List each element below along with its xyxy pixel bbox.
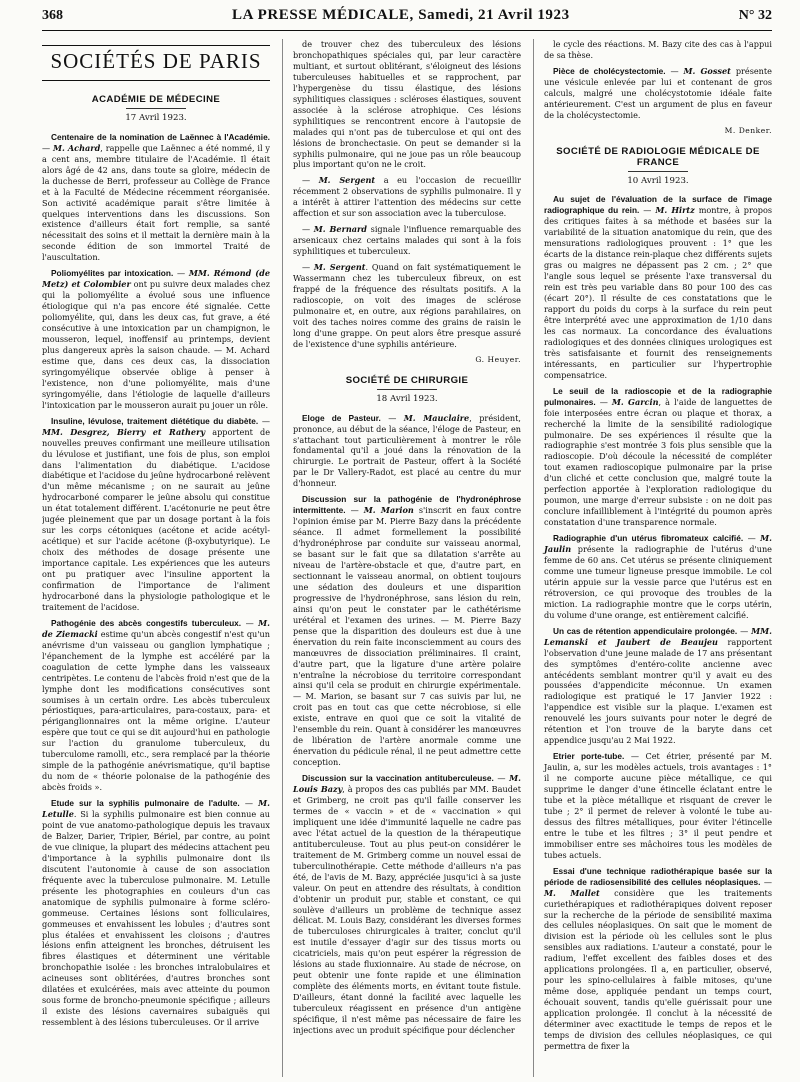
article-text: présente une vésicule enlevée par lui et contenant de gros calculs, malgré une cholécystotomie idéale faite antérieurement. C'est un argument de plus en faveur de la cholécystectomie. xyxy=(544,65,772,120)
article-entry: Discussion sur la vaccination antituberculeuse. — M. Louis Bazy, à propos des cas publiés par MM. Baudet et Grimberg, ne croit pas qu'il faille conserver les termes de « vaccin » et de « vaccination » qui impliquent une idée d'immunité laquelle ne cadre pas avec l'état actuel de la question de la thérapeutique antituberculeuse. Tout au plus peut-on considérer le traitement de M. Grimberg comme un nouvel essai de tuberculinothérapie. Cette méthode d'ailleurs n'a pas été, de l'avis de M. Bazy, appréciée jusqu'ici à sa juste valeur. On peut en attendre des résultats, à condition d'obtenir un produit pur, stable et constant, ce qui soulève d'ailleurs un problème de technique assez délicat. M. Louis Bazy, considérant les diverses formes de tuberculoses chirurgicales à traiter, conclut qu'il est inutile d'essayer d'agir sur des tissus morts ou cicatriciels, mais qu'on peut espérer la régression de lésions au stade fluxionnaire. Au stade de nécrose, on peut obtenir une fonte rapide et une élimination complète des éléments morts, en évitant toute fistule. D'ailleurs, étant donné la facilité avec laquelle les tuberculeux réagissent en présence d'un antigène spécifique, il n'est même pas nécessaire de faire les injections avec un produit spécifique pour déclencher xyxy=(293,773,521,1036)
article-title: Un cas de rétention appendiculaire prolongée. xyxy=(553,625,738,636)
article-entry: Poliomyélites par intoxication. — MM. Rémond (de Metz) et Colombier ont pu suivre deux malades chez qui la poliomyélite a évolué sous une influence étiologique qui n'a pas encore été signalée. Cette poliomyélite, qui, dans les deux cas, fut grave, a été consécutive à une intoxication par un champignon, le mousseron, lequel, inoffensif au printemps, devient plus dangereux après la saison chaude. — M. Achard estime que, dans ces deux cas, la dissociation syringomyélique observée oblige à penser à l'existence, non d'une poliomyélite, mais d'une syringomyélie, dans l'étiologie de laquelle d'ailleurs l'intoxication par le mousseron aurait pu jouer un rôle. xyxy=(42,268,270,410)
article-author: MM. Desgrez, Bierry et Rathery xyxy=(42,426,206,437)
article-entry: Pièce de cholécystectomie. — M. Gosset présente une vésicule enlevée par lui et contenant de gros calculs, malgré une cholécystotomie idéale faite antérieurement. C'est un argument de plus en faveur de la cholécystectomie. xyxy=(544,65,772,120)
article-entry: Discussion sur la pathogénie de l'hydronéphrose intermittente. — M. Marion s'inscrit en faux contre l'opinion émise par M. Pierre Bazy dans la précédente séance. Il admet formellement la possibilité d'hydronéphrose par conduite sur vaisseau anormal, se basant sur le fait que sa dilatation s'arrête au niveau de l'artère-obstacle et que, d'autre part, en sectionnant le vaisseau anormal, on obtient toujours une sédation des douleurs et une disparition progressive de l'hydronéphrose, sans lésion du rein, ainsi qu'on peut le constater par le cathétérisme urétéral et l'examen des urines. — M. Pierre Bazy pense que la disparition des douleurs est due à une énervation du rein faite inconsciemment au cours des manœuvres de dissociation préliminaires. Il craint, d'autre part, que la ligature d'une artère polaire n'entraîne la nécrobiose du territoire correspondant ainsi qu'il cela se produit en chirurgie expérimentale. — M. Marion, se basant sur 7 cas suivis par lui, ne croit pas en tout cas que cette nécrobiose, si elle existe, entrave en quoi que ce soit la vitalité de l'ensemble du rein. Quant à considérer les manœuvres de libération de l'artère anormale comme une énervation du pédicule rénal, il ne peut admettre cette conception. xyxy=(293,494,521,768)
running-header xyxy=(42,0,772,31)
article-entry: Un cas de rétention appendiculaire prolongée. — MM. Lemanski et Jaubert de Beaujeu rapportent l'observation d'une jeune malade de 17 ans présentant des symptômes d'entéro-colite ancienne avec antécédents semblant montrer qu'il y avait eu des poussées d'appendicite méconnue. Un examen radiologique est pratiqué le 17 Janvier 1922 : l'appendice est visible sur la plaque. L'examen est renouvelé les jours suivants pour noter le degré de rétention et l'on trouve de la baryte dans cet appendice jusqu'au 2 Mai 1922. xyxy=(544,625,772,746)
article-entry: Au sujet de l'évaluation de la surface de l'image radiographique du rein. — M. Hirtz montre, à propos des critiques faites à sa méthode et basées sur la variabilité de la situation anatomique du rein, que des mensurations radiologiques prouvent : 1° que les écarts de la distance rein-plaque chez différents sujets gras ou maigres ne dépassent pas 2 cm. ; 2° que l'angle sous lequel se présente l'axe transversal du rein est très peu variable dans 80 pour 100 des cas (écart 20°). Il résulte de ces constatations que le rapport du poids du corps à la surface du rein peut être interprété avec une approximation de 1/10 dans les cas normaux. La concordance des évaluations radiologiques et des données cliniques urologiques est très satisfaisante et fournit des renseignements intéressants, en particulier sur l'hypertrophie compensatrice. xyxy=(544,194,772,380)
article-author: M. Letulle xyxy=(42,798,270,820)
article-text: Quand on fait systématiquement le Wassermann chez les tuberculeux fibreux, on est frappé de la fréquence des résultats positifs. A la radioscopie, on voit des images de sclérose pulmonaire et, en outre, aux régions parahilaires, on voit des taches noires comme des grains de raisin le long d'une grappe. On peut alors être presque assuré de l'existence d'une syphilis antérieure. xyxy=(293,262,521,349)
article-author: M. Bernard xyxy=(313,224,367,235)
article-author: M. Garcin xyxy=(611,396,659,407)
article-text: le cycle des réactions. M. Bazy cite des cas à l'appui de sa thèse. xyxy=(544,39,772,60)
section-date: 17 Avril 1923. xyxy=(125,112,187,123)
article-title: Etude sur la syphilis pulmonaire de l'adulte. xyxy=(51,798,240,809)
article-continuation xyxy=(544,39,772,61)
article-text: rapportent l'observation d'une jeune malade de 17 ans présentant des symptômes d'entéro-colite ancienne avec antécédents semblant montrer qu'il y avait eu des poussées d'appendicite méconnue. Un examen radiologique est pratiqué le 17 Janvier 1922 : l'appendice est visible sur la plaque. L'examen est renouvelé les jours suivants pour noter le degré de rétention et l'on trouve de la baryte dans cet appendice jusqu'au 2 Mai 1922. xyxy=(544,636,772,746)
article-author: M. Jaulin xyxy=(544,533,772,555)
page-number: 368 xyxy=(42,8,63,23)
article-author: M. Gosset xyxy=(683,65,731,76)
article-text: considère que les traitements curiethérapiques et radiothérapiques doivent reposer sur la recherche de la période de sensibilité maxima des cellules néoplasiques. On sait que le moment de division est la période où les cellules sont le plus sensibles aux radiations. L'auteur a constaté, pour le radium, l'effet excellent des faibles doses et des applications prolongées. Il a, en particulier, observé, pour les spino-cellulaires à faible mitoses, qu'une même dose, appliquée pendant un temps court, échouait souvent, tandis qu'elle guérissait pour une application prolongée. Il conclut à la nécessité de déterminer avec exactitude le temps de repos et le temps de division des cellules néoplasiques, ce qui permettra de fixer la xyxy=(544,887,772,1051)
report-signature: M. Denker. xyxy=(724,125,772,135)
article-entry: Essai d'une technique radiothérapique basée sur la période de radiosensibilité des cellules néoplasiques. — M. Mallet considère que les traitements curiethérapiques et radiothérapiques doivent reposer sur la recherche de la période de sensibilité maxima des cellules néoplasiques. On sait que le moment de division est la période où les cellules sont le plus sensibles aux radiations. L'auteur a constaté, pour le radium, l'effet excellent des faibles doses et des applications prolongées. Il a, en particulier, observé, pour les spino-cellulaires à faible mitoses, qu'une même dose, appliquée pendant un temps court, échouait souvent, tandis qu'elle guérissait pour une application prolongée. Il conclut à la nécessité de déterminer avec exactitude le temps de repos et le temps de division des cellules néoplasiques, ce qui permettra de fixer la xyxy=(544,865,772,1051)
column-1 xyxy=(42,39,270,1077)
section-rule xyxy=(377,389,437,390)
article-author: M. Marion xyxy=(363,505,414,516)
article-entry xyxy=(544,751,772,861)
article-author: M. Mallet xyxy=(544,887,600,898)
article-title: Au sujet de l'évaluation de la surface de l'image radiographique du rein. xyxy=(544,194,772,216)
article-entry: Insuline, lévulose, traitement diététique du diabète. — MM. Desgrez, Bierry et Rathery apportent de nouvelles preuves confirmant une meilleure utilisation du lévulose et justifiant, une fois de plus, son emploi dans l'alimentation du diabétique. L'acidose diabétique et l'acidose du jeûne hydrocarboné relèvent d'un même mécanisme ; on ne saurait au jeûne hydrocarboné comparer le jeûne absolu qui constitue un état totalement différent. L'acétonurie ne peut être jugée pleinement que par un dosage portant à la fois sur les corps cétoniques (acétone et acide acétyl-acétique) et sur l'acide acétone (β-oxybutyrique). Le choix des méthodes de dosage présente une importance capitale. Les expériences que les auteurs ont pu pratiquer avec l'insuline apportent la confirmation de l'importance de l'aliment hydrocarboné dans la physiologie pathologique et le traitement de l'acidose. xyxy=(42,415,270,612)
article-entry: Eloge de Pasteur. — M. Mauclaire, président, prononce, au début de la séance, l'éloge de Pasteur, en s'attachant tout particulièrement à montrer le rôle fondamental qu'il a joué dans la rénovation de la chirurgie. Le portrait de Pasteur, offert à la Société par le Dr Vallery-Radot, est placé au centre du mur d'honneur. xyxy=(293,412,521,489)
article-text: rappelle que Laënnec a été nommé, il y a cent ans, membre titulaire de l'Académie. Il était alors âgé de 42 ans, dans toute sa gloire, médecin de la duchesse de Berri, professeur au Collège de France et à la Faculté de Médecine récemment réorganisée. Son activité académique parait s'être limitée à quelques interventions dans les discussions. Son existence d'ailleurs était fort remplie, sa santé nécessitait des soins et il mettait la dernière main à la seconde édition de son immortel Traité de l'auscultation. xyxy=(42,142,270,263)
discussion-entry: — M. Sergent. Quand on fait systématiquement le Wassermann chez les tuberculeux fibreux, on est frappé de la fréquence des résultats positifs. A la radioscopie, on voit des images de sclérose pulmonaire et, en outre, aux régions parahilaires, on voit des taches noires comme des grains de raisin le long d'une grappe. On peut alors être presque assuré de l'existence d'une syphilis antérieure. xyxy=(293,262,521,349)
article-title: Le seuil de la radioscopie et de la radiographie pulmonaires. xyxy=(544,385,772,407)
article-text: présente la radiographie de l'utérus d'une femme de 60 ans. Cet utérus se présente cliniquement comme une tumeur ligneuse presque immobile. Le col utérin appuie sur la vessie parce que l'utérus est en rétroversion, ce qui provoque des troubles de la miction. La radiographie montre que le corps utérin, du volume d'une orange, est entièrement calcifié. xyxy=(544,544,772,620)
column-3 xyxy=(533,39,772,1077)
article-title: Etrier porte-tube. xyxy=(553,751,625,762)
article-title: Discussion sur la vaccination antituberculeuse. xyxy=(302,773,494,784)
article-continuation xyxy=(293,39,521,170)
article-text: — Cet étrier, présenté par M. Jaulin, a, sur les modèles actuels, trois avantages : 1° il ne comporte aucune pièce métallique, ce qui supprime le danger d'une étincelle éclatant entre le tube et la pièce métallique et risquant de crever le tube ; 2° il permet de relever à volonté le tube au-dessus des filtres métalliques, pour éviter l'étincelle entre le tube et les filtres ; 3° il peut pendre et immobiliser entre ses mâchoires tous les modèles de tubes actuels. xyxy=(544,751,772,860)
section-date: 10 Avril 1923. xyxy=(627,175,689,186)
article-title: Pathogénie des abcès congestifs tuberculeux. xyxy=(51,617,242,628)
article-title: Insuline, lévulose, traitement diététique du diabète. xyxy=(51,415,259,426)
article-author: M. Hirtz xyxy=(655,205,695,216)
article-text: à l'aide de languettes de foie interposées entre écran ou plaque et thorax, a recherché la limite de la sensibilité radiologique pulmonaire. De ses expériences il résulte que la radiographie s'est montrée 3 fois plus sensible que la radioscopie. D'où découle la nécessité de compléter tout examen radioscopique pulmonaire par la prise d'un cliché et cette conclusion que, malgré toute la perfection apportée à l'exploration radiologique du poumon, une marge d'erreur subsiste : on ne doit pas conclure infailliblement à l'intégrité du poumon après constatation d'une transparence normale. xyxy=(544,396,772,528)
article-text: ont pu suivre deux malades chez qui la poliomyélite a évolué sous une influence étiologique qui n'a pas encore été signalée. Cette poliomyélite, qui, dans les deux cas, fut grave, a été consécutive à une intoxication par un champignon, le mousseron, lequel, inoffensif au printemps, devient plus dangereux après la saison chaude. — M. Achard estime que, dans ces deux cas, la dissociation syringomyélique observée oblige à penser à l'existence, non d'une poliomyélite, mais d'une syringomyélie, dans l'étiologie de laquelle d'ailleurs l'intoxication par le mousseron aurait pu jouer un rôle. xyxy=(42,279,270,410)
article-author: MM. Lemanski et Jaubert de Beaujeu xyxy=(544,625,772,647)
article-text: signale l'influence remarquable des arsenicaux chez certains malades qui sont à la fois syphilitiques et tuberculeux. xyxy=(293,224,521,257)
article-entry: Etude sur la syphilis pulmonaire de l'adulte. — M. Letulle. Si la syphilis pulmonaire est bien connue au point de vue anatomo-pathologique depuis les travaux de Balzer, Darier, Tripier, Bériel, par contre, au point de vue clinique, la plupart des médecins attachent peu d'importance à la syphilis pulmonaire dont ils discutent l'autonomie à cause de son association fréquente avec la tuberculose pulmonaire. M. Letulle présente les photographies en couleurs d'un cas anatomique de syphilis pulmonaire à forme scléro-gommeuse. Certaines lésions sont folliculaires, gommeuses et envahissent les lobules ; d'autres sont plus étalées et envahissent les cloisons ; d'autres lésions enfin atteignent les bronches, détruisent les fibres élastiques et déterminent une véritable bronchopathie isolée : les bronches intralobulaires et acineuses sont oblitérées, d'autres bronches sont dilatées et exulcérées, mais avec atteinte du poumon sous forme de broncho-pneumonie spécifique ; ailleurs il existe des lésions cavernaires subaiguës qui ressemblent à des lésions tuberculeuses. Or il arrive xyxy=(42,798,270,1028)
article-text: estime qu'un abcès congestif n'est qu'un anévrisme d'un vaisseau ou ganglion lymphatique ; l'épanchement de la lymphe est accéléré par la coagulation de cette lymphe dans les vaisseaux centripètes. Le contenu de l'abcès froid n'est que de la lymphe dont les modifications consécutives sont soumises à un certain ordre. Les abcès tuberculeux périostiques, para-articulaires, para-costaux, para- et périganglionnaires ont la même origine. L'auteur espère que tout ce qui se dit aujourd'hui en pathologie sur l'action du granulome tuberculeux, du tuberculome ramolli, etc., sera remplacé par la théorie simple de la pathogénie anévrismatique, qu'il baptise du nom de « théorie polonaise de la pathogénie des abcès froids ». xyxy=(42,628,270,793)
article-text: s'inscrit en faux contre l'opinion émise par M. Pierre Bazy dans la précédente séance. Il admet formellement la possibilité d'hydronéphrose par conduite sur vaisseau anormal, se basant sur le fait que sa dilatation s'arrête au niveau de l'artère-obstacle et que, d'autre part, en sectionnant le vaisseau anormal, on obtient toujours une sédation des douleurs et une disparition progressive de l'hydronéphrose, sans lésion du rein, ainsi qu'on peut le constater par le cathétérisme urétéral et l'examen des urines. — M. Pierre Bazy pense que la disparition des douleurs est due à une énervation du rein faite inconsciemment au cours des manœuvres de dissociation préliminaires. Il craint, d'autre part, que la ligature d'une artère polaire n'entraîne la nécrobiose du territoire correspondant ainsi qu'il cela se produit en chirurgie expérimentale. — M. Marion, se basant sur 7 cas suivis par lui, ne croit pas en tout cas que cette nécrobiose, si elle existe, entrave en quoi que ce soit la vitalité de l'ensemble du rein. Quant à considérer les manœuvres de libération de l'artère anormale comme une énervation du pédicule rénal, il ne peut admettre cette conception. xyxy=(293,505,521,768)
article-title: Centenaire de la nomination de Laënnec à l'Académie. xyxy=(51,131,270,142)
article-entry: Centenaire de la nomination de Laënnec à l'Académie. — M. Achard, rappelle que Laënnec a été nommé, il y a cent ans, membre titulaire de l'Académie. Il était alors âgé de 42 ans, dans toute sa gloire, médecin de la duchesse de Berri, professeur au Collège de France et à la Faculté de Médecine récemment réorganisée. Son activité académique parait s'être limitée à quelques interventions dans les discussions. Son existence d'ailleurs était fort remplie, sa santé nécessitait des soins et il mettait la dernière main à la seconde édition de son immortel Traité de l'auscultation. xyxy=(42,131,270,263)
article-text: à propos des cas publiés par MM. Baudet et Grimberg, ne croit pas qu'il faille conserver les termes de « vaccin » et de « vaccination » qui impliquent une idée d'immunité laquelle ne cadre pas avec l'état actuel de la question de la thérapeutique antituberculeuse. Tout au plus peut-on considérer le traitement de M. Grimberg comme un nouvel essai de tuberculinothérapie. Cette méthode d'ailleurs n'a pas été, de l'avis de M. Bazy, appréciée jusqu'ici à sa juste valeur. On peut en attendre des résultats, à condition d'obtenir un produit pur, stable et constant, ce qui soulève d'ailleurs un problème de technique assez délicat. M. Louis Bazy, considérant les diverses formes de tuberculoses chirurgicales à traiter, conclut qu'il est inutile d'essayer d'agir sur des tissus morts ou cicatriciels, mais qu'on peut espérer la régression de lésions au stade fluxionnaire. Au stade de nécrose, on peut obtenir une fonte rapide et une élimination complète des éléments morts, en évitant toute fistule. D'ailleurs, étant donné la facilité avec laquelle les tuberculeux réagissent en présence d'un antigène spécifique, il n'est même pas nécessaire de faire les injections avec un produit spécifique pour déclencher xyxy=(293,784,521,1036)
main-title-box xyxy=(42,45,270,81)
discussion-entry: — M. Sergent a eu l'occasion de recueillir récemment 2 observations de syphilis pulmonaire. Il y a intérêt à attirer l'attention des médecins sur cette affection et sur son association avec la tuberculose. xyxy=(293,175,521,219)
article-entry: Pathogénie des abcès congestifs tuberculeux. — M. de Ziemacki estime qu'un abcès congestif n'est qu'un anévrisme d'un vaisseau ou ganglion lymphatique ; l'épanchement de la lymphe est accéléré par la coagulation de cette lymphe dans les vaisseaux centripètes. Le contenu de l'abcès froid n'est que de la lymphe dont les modifications consécutives sont soumises à un certain ordre. Les abcès tuberculeux périostiques, para-articulaires, para-costaux, para- et périganglionnaires ont la même origine. L'auteur espère que tout ce qui se dit aujourd'hui en pathologie sur l'action du granulome tuberculeux, du tuberculome ramolli, etc., sera remplacé par la théorie simple de la pathogénie anévrismatique, qu'il baptise du nom de « théorie polonaise de la pathogénie des abcès froids ». xyxy=(42,617,270,793)
article-text: apportent de nouvelles preuves confirmant une meilleure utilisation du lévulose et justifiant, une fois de plus, son emploi dans l'alimentation du diabétique. L'acidose diabétique et l'acidose du jeûne hydrocarboné relèvent d'un même mécanisme ; on ne saurait au jeûne hydrocarboné comparer le jeûne absolu qui constitue un état totalement différent. L'acétonurie ne peut être jugée pleinement que par un dosage portant à la fois sur les corps cétoniques (acétone et acide acétyl-acétique) et sur l'acide acétone (β-oxybutyrique). Le choix des méthodes de dosage présente une importance capitale. Les expériences que les auteurs ont pu pratiquer avec l'insuline apportent la confirmation de l'importance de l'aliment hydrocarboné dans la physiologie pathologique et le traitement de l'acidose. xyxy=(42,426,270,612)
article-entry: Radiographie d'un utérus fibromateux calcifié. — M. Jaulin présente la radiographie de l'utérus d'une femme de 60 ans. Cet utérus se présente cliniquement comme une tumeur ligneuse presque immobile. Le col utérin appuie sur la vessie parce que l'utérus est en rétroversion, ce qui provoque des troubles de la miction. La radiographie montre que le corps utérin, du volume d'une orange, est entièrement calcifié. xyxy=(544,533,772,620)
article-text: de trouver chez des tuberculeux des lésions bronchopathiques spéciales qui, par leur caractère multiant, et surtout oblitérant, s'éloigneut des lésions tuberculeuses habituelles et se rapprochent, par l'hypergenèse du tissu élastique, des lésions syphilitiques classiques : scléroses élastiques, souvent associée à la sclérose atrophique. Ces lésions syphilitiques se rencontrent encore à l'autopsie de malades qui n'ont pas de tuberculose et qui ont des lésions de bronchectasie. On peut se demander si la syphilis pulmonaire, qui ne joue pas un rôle beaucoup plus important qu'on ne le croit. xyxy=(293,39,521,170)
section-rule xyxy=(126,108,186,109)
report-signature: G. Heuyer. xyxy=(475,354,521,364)
discussion-entry: — M. Bernard signale l'influence remarquable des arsenicaux chez certains malades qui sont à la fois syphilitiques et tuberculeux. xyxy=(293,224,521,257)
section-heading: SOCIÉTÉ DE RADIOLOGIE MÉDICALE DE FRANCE xyxy=(556,145,760,168)
journal-title: LA PRESSE MÉDICALE, Samedi, 21 Avril 1923 xyxy=(232,7,570,23)
article-author: M. Achard xyxy=(52,142,101,153)
article-text: a eu l'occasion de recueillir récemment 2 observations de syphilis pulmonaire. Il y a intérêt à attirer l'attention des médecins sur cette affection et sur son association avec la tuberculose. xyxy=(293,175,521,219)
section-rule xyxy=(628,171,688,172)
article-title: Poliomyélites par intoxication. xyxy=(51,268,174,279)
article-author: M. Sergent xyxy=(318,175,376,186)
article-author: M. Mauclaire xyxy=(403,412,470,423)
article-text: président, prononce, au début de la séance, l'éloge de Pasteur, en s'attachant tout particulièrement à montrer le rôle fondamental qu'il a joué dans la rénovation de la chirurgie. Le portrait de Pasteur, offert à la Société par le Dr Vallery-Radot, est placé au centre du mur d'honneur. xyxy=(293,412,521,489)
article-title: Eloge de Pasteur. xyxy=(302,412,381,423)
article-entry: Le seuil de la radioscopie et de la radiographie pulmonaires. — M. Garcin, à l'aide de languettes de foie interposées entre écran ou plaque et thorax, a recherché la limite de la sensibilité radiologique pulmonaire. De ses expériences il résulte que la radiographie s'est montrée 3 fois plus sensible que la radioscopie. D'où découle la nécessité de compléter tout examen radioscopique pulmonaire par la prise d'un cliché et cette conclusion que, malgré toute la perfection apportée à l'exploration radiologique du poumon, une marge d'erreur subsiste : on ne doit pas conclure infailliblement à l'intégrité du poumon après constatation d'une transparence normale. xyxy=(544,385,772,528)
section-date: 18 Avril 1923. xyxy=(376,393,438,404)
article-title: Discussion sur la pathogénie de l'hydronéphrose intermittente. xyxy=(293,494,521,516)
article-title: Essai d'une technique radiothérapique basée sur la période de radiosensibilité des cellules néoplasiques. xyxy=(544,865,772,887)
article-text: montre, à propos des critiques faites à sa méthode et basées sur la variabilité de la situation anatomique du rein, que des mensurations radiologiques prouvent : 1° que les écarts de la distance rein-plaque chez différents sujets gras ou maigres ne dépassent pas 2 cm. ; 2° que l'angle sous lequel se présente l'axe transversal du rein est très peu variable dans 80 pour 100 des cas (écart 20°). Il résulte de ces constatations que le rapport du poids du corps à la surface du rein peut être interprété avec une approximation de 1/10 dans les cas normaux. La concordance des évaluations radiologiques et des données cliniques urologiques est très satisfaisante et fournit des renseignements intéressants, en particulier sur l'hypertrophie compensatrice. xyxy=(544,205,772,380)
article-title: Pièce de cholécystectomie. xyxy=(553,65,666,76)
article-text: Si la syphilis pulmonaire est bien connue au point de vue anatomo-pathologique depuis les travaux de Balzer, Darier, Tripier, Bériel, par contre, au point de vue clinique, la plupart des médecins attachent peu d'importance à la syphilis pulmonaire dont ils discutent l'autonomie à cause de son association fréquente avec la tuberculose pulmonaire. M. Letulle présente les photographies en couleurs d'un cas anatomique de syphilis pulmonaire à forme scléro-gommeuse. Certaines lésions sont folliculaires, gommeuses et envahissent les lobules ; d'autres sont plus étalées et envahissent les cloisons ; d'autres lésions enfin atteignent les bronches, détruisent les fibres élastiques et déterminent une véritable bronchopathie isolée : les bronches intralobulaires et acineuses sont oblitérées, d'autres bronches sont dilatées et exulcérées, mais avec atteinte du poumon sous forme de broncho-pneumonie spécifique ; ailleurs il existe des lésions cavernaires subaiguës qui ressemblent à des lésions tuberculeuses. Or il arrive xyxy=(42,809,270,1028)
issue-number: N° 32 xyxy=(738,8,772,23)
article-author: M. Louis Bazy xyxy=(293,773,521,795)
article-author: M. Sergent xyxy=(313,262,366,273)
article-author: M. de Ziemacki xyxy=(42,617,270,639)
section-heading: SOCIÉTÉ DE CHIRURGIE xyxy=(345,374,469,386)
article-title: Radiographie d'un utérus fibromateux calcifié. xyxy=(553,533,744,544)
main-title: SOCIÉTÉS DE PARIS xyxy=(50,49,262,73)
column-2 xyxy=(282,39,521,1077)
section-heading: ACADÉMIE DE MÉDECINE xyxy=(91,93,221,105)
article-author: MM. Rémond (de Metz) et Colombier xyxy=(42,268,270,290)
